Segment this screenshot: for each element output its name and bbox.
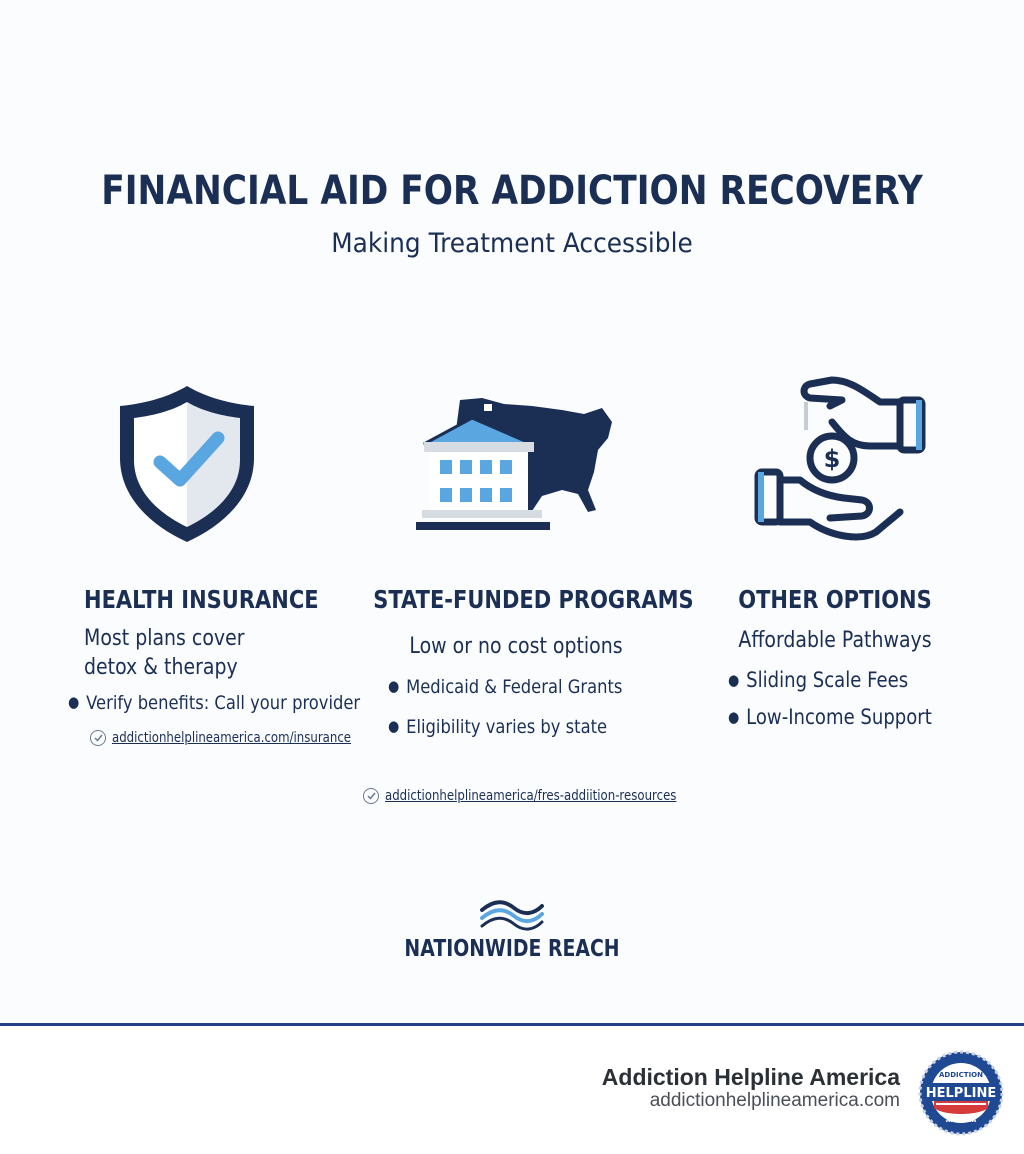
state-funded-heading: STATE-FUNDED PROGRAMS [373, 585, 694, 614]
svg-text:$: $ [823, 445, 841, 473]
state-funded-bullet-2 [388, 716, 607, 738]
hands-dollar-icon [750, 372, 930, 550]
bullet-text: Sliding Scale Fees [746, 668, 909, 692]
page-subtitle: Making Treatment Accessible [331, 228, 693, 259]
other-options-bullet-1 [728, 668, 908, 692]
bullet-text: Verify benefits: Call your provider [86, 692, 361, 714]
nationwide-reach-label: NATIONWIDE REACH [404, 936, 620, 962]
other-options-sub: Affordable Pathways [738, 628, 932, 653]
bullet-dot: ● [388, 677, 400, 695]
helpline-badge-icon [918, 1050, 1004, 1136]
bullet-text: Low-Income Support [746, 705, 932, 729]
insurance-link-row[interactable] [90, 730, 397, 746]
check-circle-icon [90, 730, 106, 746]
check-circle-icon [363, 788, 379, 804]
bullet-dot: ● [68, 693, 80, 711]
bullet-text: Medicaid & Federal Grants [406, 676, 623, 698]
other-options-heading: OTHER OPTIONS [738, 585, 932, 614]
badge-main-text: HELPLINE [925, 1086, 997, 1101]
bullet-dot: ● [388, 717, 400, 735]
health-insurance-sub-line1: Most plans cover [84, 626, 245, 651]
shield-check-icon [112, 378, 262, 548]
government-building-map-icon [412, 394, 617, 534]
state-funded-sub: Low or no cost options [409, 634, 623, 659]
state-funded-bullet-1 [388, 676, 622, 698]
health-insurance-heading: HEALTH INSURANCE [84, 585, 319, 614]
insurance-link[interactable]: addictionhelplineamerica.com/insurance [112, 730, 352, 746]
waves-icon [478, 898, 546, 932]
badge-bottom-text: AMERICA [945, 1117, 977, 1124]
health-insurance-sub-line2: detox & therapy [84, 655, 238, 680]
health-insurance-bullet [68, 692, 360, 714]
brand-name: Addiction Helpline America [601, 1064, 900, 1090]
brand-url[interactable]: addictionhelplineamerica.com [649, 1090, 900, 1111]
badge-top-text: ADDICTION [939, 1071, 983, 1079]
other-options-bullet-2 [728, 705, 932, 729]
bullet-dot: ● [728, 671, 740, 689]
state-resources-link-row[interactable] [363, 788, 732, 804]
bullet-text: Eligibility varies by state [406, 716, 608, 738]
state-resources-link[interactable]: addictionhelplineamerica/fres-addiition-resources [385, 788, 677, 804]
bullet-dot: ● [728, 708, 740, 726]
page-title: FINANCIAL AID FOR ADDICTION RECOVERY [101, 168, 923, 214]
